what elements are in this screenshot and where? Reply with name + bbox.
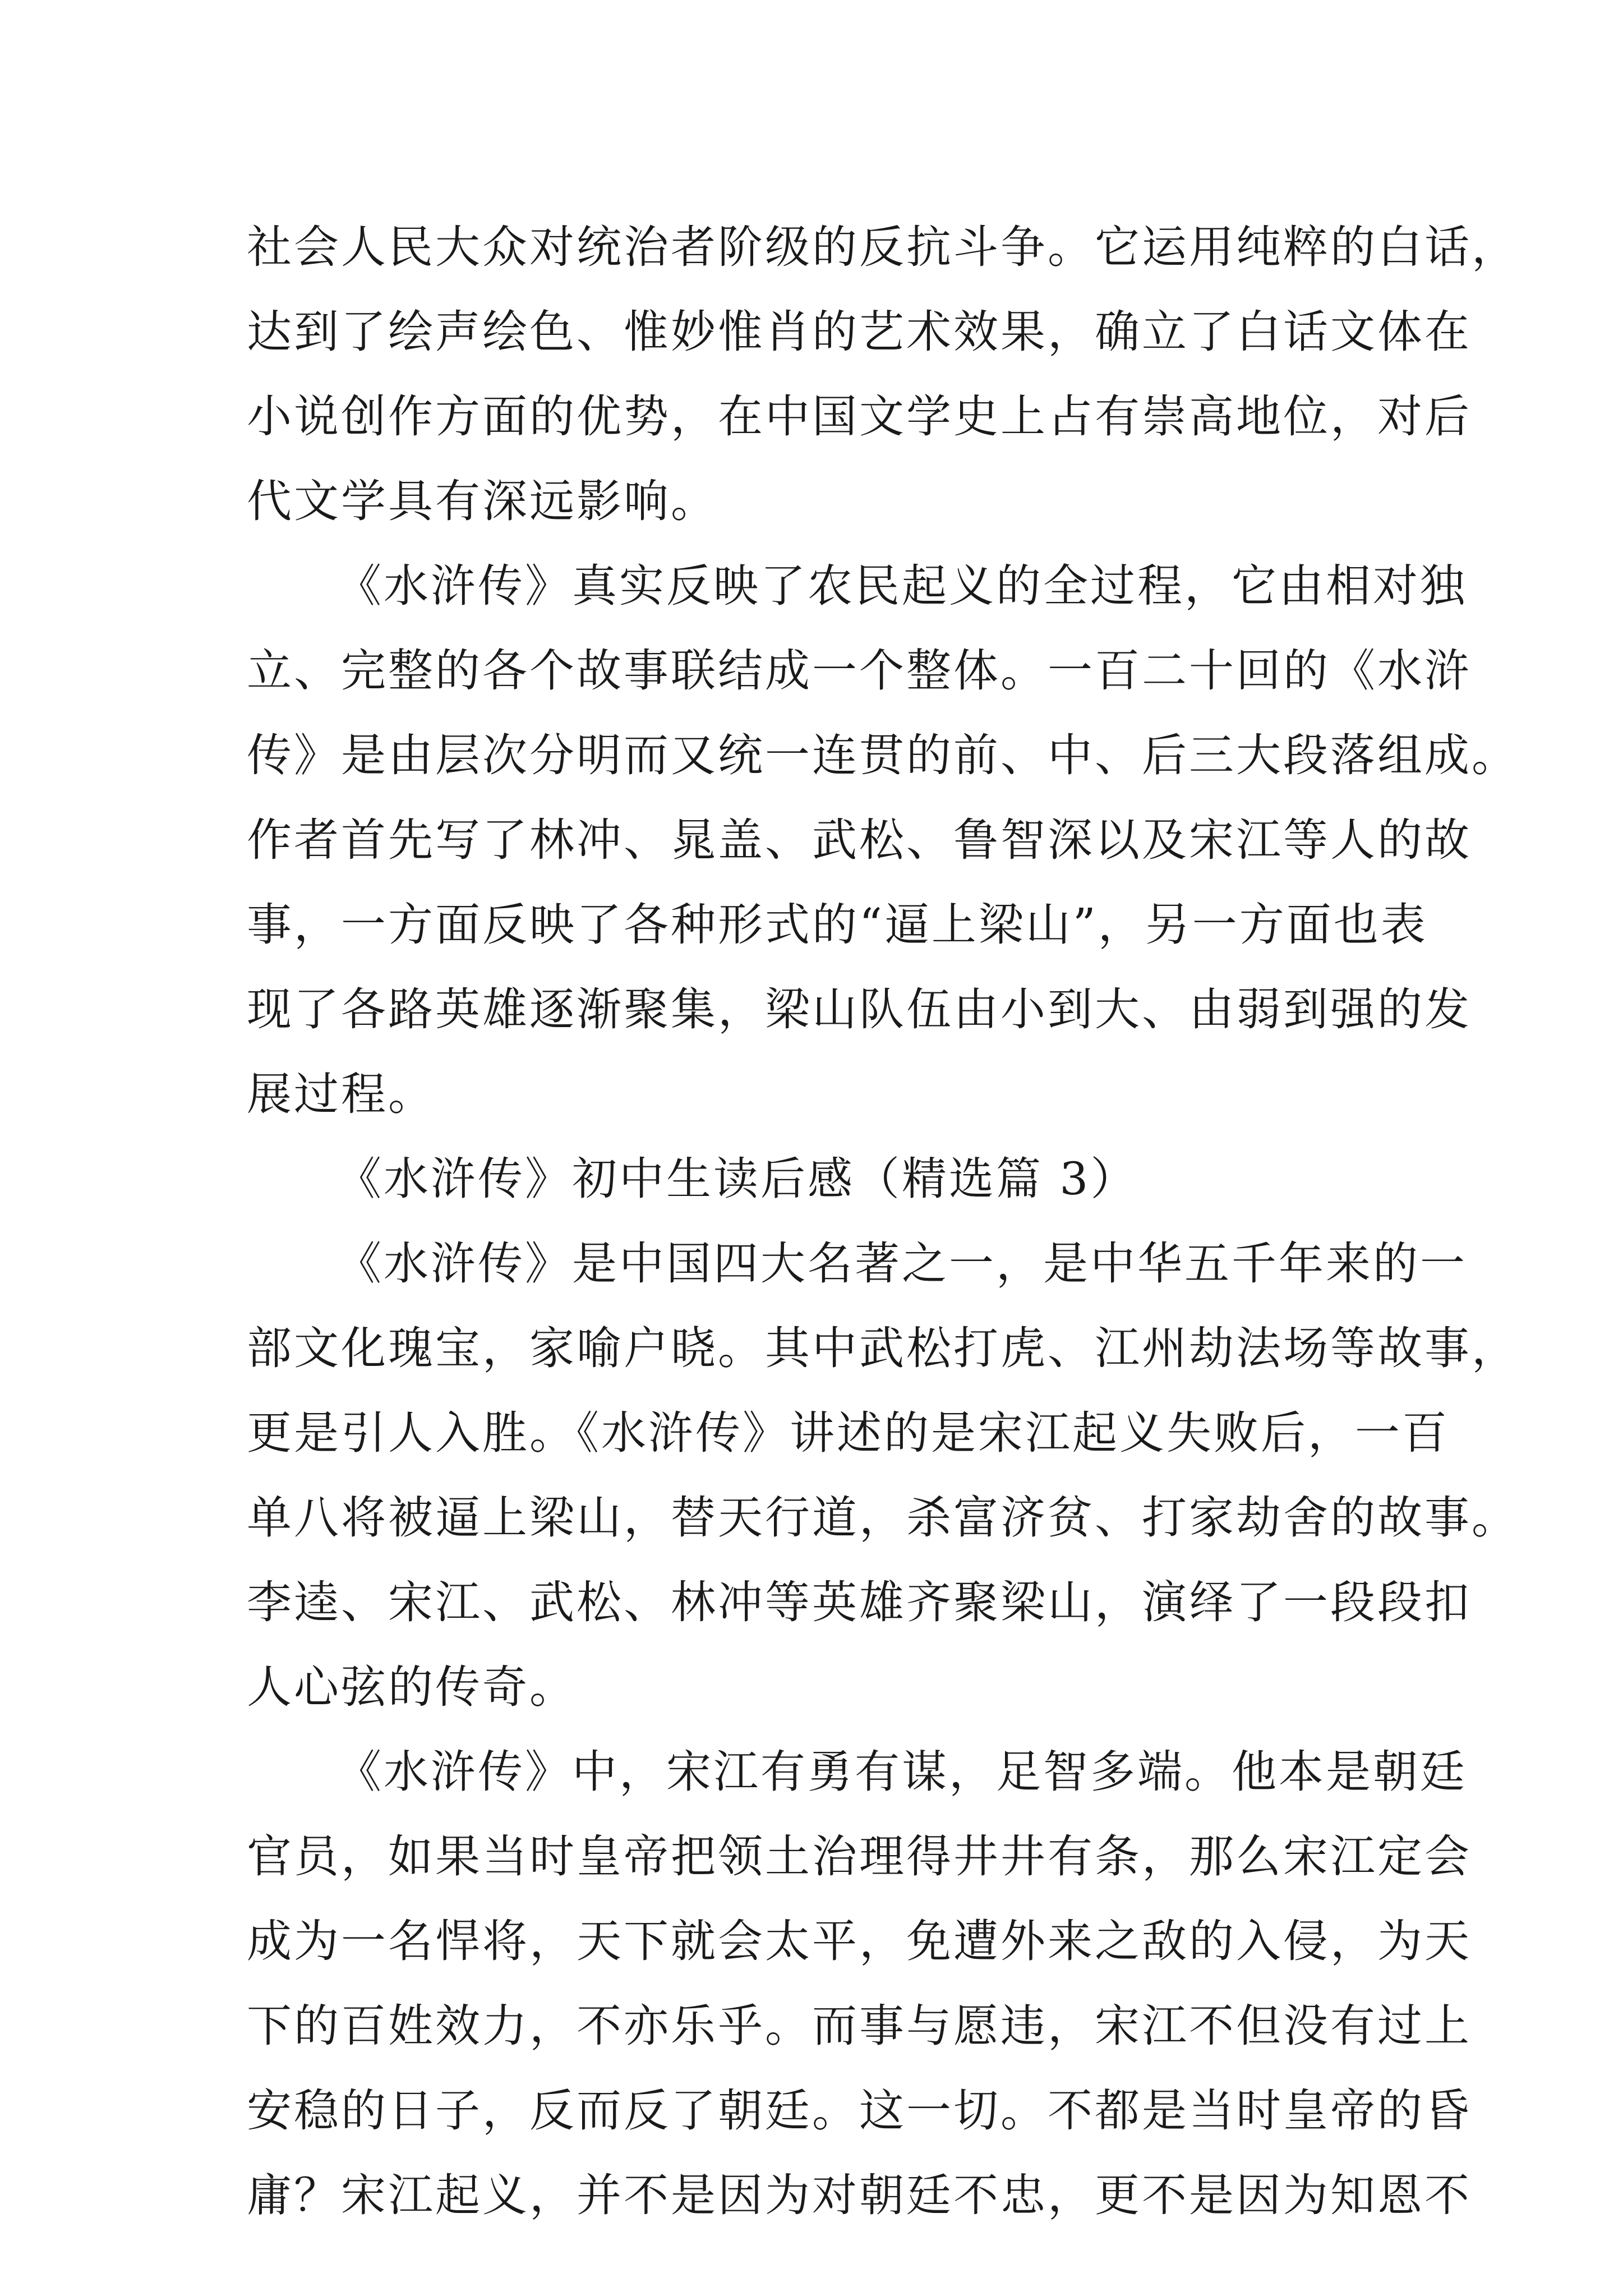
paragraph (247, 1221, 1519, 1729)
text-line: 展过程。 (247, 1068, 435, 1120)
text-line: 传》是由层次分明而又统一连贯的前、中、后三大段落组成。 (247, 729, 1519, 781)
text-line: 部文化瑰宝，家喻户晓。其中武松打虎、江州劫法场等故事， (247, 1322, 1519, 1374)
text-line: 《水浒传》是中国四大名著之一，是中华五千年来的一 (336, 1237, 1467, 1290)
document-body (247, 205, 1519, 2238)
text-line: 《水浒传》中，宋江有勇有谋，足智多端。他本是朝廷 (336, 1746, 1467, 1798)
text-line: 事，一方面反映了各种形式的“逼上梁山”，另一方面也表 (247, 899, 1428, 951)
text-line: 成为一名悍将，天下就会太平，免遭外来之敌的入侵，为天 (247, 1915, 1472, 1967)
paragraph (247, 544, 1519, 1137)
text-line: 作者首先写了林冲、晁盖、武松、鲁智深以及宋江等人的故 (247, 814, 1472, 866)
text-line: 安稳的日子，反而反了朝廷。这一切。不都是当时皇帝的昏 (247, 2085, 1472, 2137)
text-line: 李逵、宋江、武松、林冲等英雄齐聚梁山，演绎了一段段扣 (247, 1576, 1472, 1628)
text-line: 社会人民大众对统治者阶级的反抗斗争。它运用纯粹的白话， (247, 221, 1519, 273)
text-line: 更是引人入胜。《水浒传》讲述的是宋江起义失败后，一百 (247, 1407, 1449, 1459)
paragraph (247, 1729, 1472, 2238)
paragraph-continuation (247, 205, 1519, 544)
text-line: 达到了绘声绘色、惟妙惟肖的艺术效果，确立了白话文体在 (247, 306, 1472, 358)
section-heading (247, 1137, 1430, 1221)
text-line: 小说创作方面的优势，在中国文学史上占有崇高地位，对后 (247, 390, 1472, 443)
text-line: 庸？宋江起义，并不是因为对朝廷不忠，更不是因为知恩不 (247, 2169, 1472, 2221)
text-line: 官员，如果当时皇帝把领土治理得井井有条，那么宋江定会 (247, 1830, 1472, 1883)
text-line: 人心弦的传奇。 (247, 1661, 577, 1713)
heading-text: 《水浒传》初中生读后感（精选篇 3） (336, 1153, 1138, 1205)
text-line: 单八将被逼上梁山，替天行道，杀富济贫、打家劫舍的故事。 (247, 1492, 1519, 1544)
text-line: 立、完整的各个故事联结成一个整体。一百二十回的《水浒 (247, 645, 1472, 697)
text-line: 《水浒传》真实反映了农民起义的全过程，它由相对独 (336, 560, 1467, 612)
text-line: 下的百姓效力，不亦乐乎。而事与愿违，宋江不但没有过上 (247, 2000, 1472, 2052)
text-line: 代文学具有深远影响。 (247, 475, 718, 527)
text-line: 现了各路英雄逐渐聚集，梁山队伍由小到大、由弱到强的发 (247, 983, 1472, 1036)
